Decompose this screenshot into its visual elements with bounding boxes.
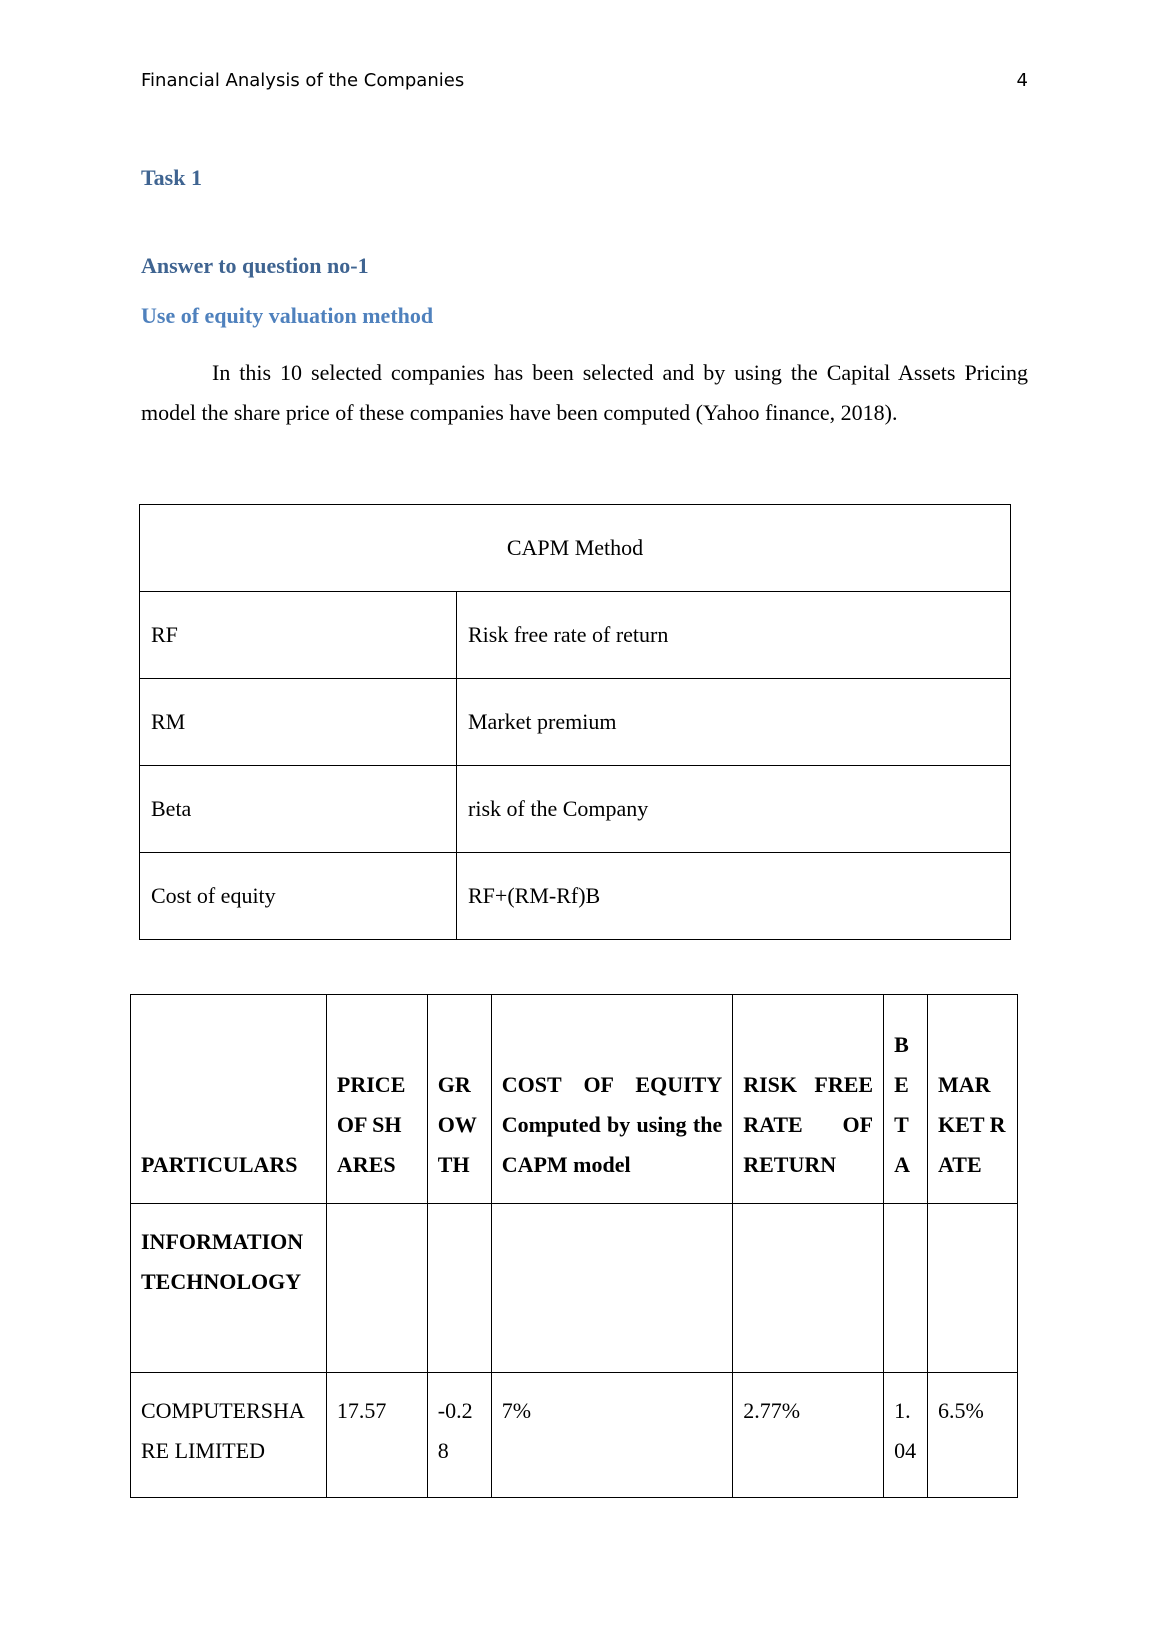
header-risk-free: RISK FREE RATE OF RETURN	[733, 995, 884, 1204]
cell-cost-of-equity: 7%	[491, 1373, 733, 1498]
table-row	[131, 1373, 1018, 1498]
table-row	[140, 592, 1011, 679]
cell-particulars: COMPUTERSHARE LIMITED	[131, 1373, 327, 1498]
section-label: INFORMATION TECHNOLOGY	[131, 1204, 327, 1373]
capm-term: Cost of equity	[140, 853, 457, 940]
section-row	[131, 1204, 1018, 1373]
subheading: Use of equity valuation method	[141, 303, 434, 328]
cell-risk-free: 2.77%	[733, 1373, 884, 1498]
table-row	[140, 679, 1011, 766]
body-paragraph: In this 10 selected companies has been selected and by using the Capital Assets Pricing model the share price of these companies have been computed (Yahoo finance, 2018).	[141, 360, 1028, 425]
capm-definition: risk of the Company	[457, 766, 1011, 853]
cell-beta: 1.04	[884, 1373, 928, 1498]
capm-definition: Market premium	[457, 679, 1011, 766]
task-heading: Task 1	[141, 165, 202, 190]
capm-table	[139, 504, 1011, 940]
capm-definition: Risk free rate of return	[457, 592, 1011, 679]
page-header	[141, 70, 1028, 96]
header-price: PRICE OF SHARES	[326, 995, 427, 1204]
capm-term: Beta	[140, 766, 457, 853]
page-number: 4	[1016, 70, 1028, 91]
table-row	[140, 853, 1011, 940]
capm-definition: RF+(RM-Rf)B	[457, 853, 1011, 940]
header-market-rate: MARKET RATE	[928, 995, 1018, 1204]
header-cost-of-equity-line2: Computed by using the CAPM model	[501, 1112, 723, 1177]
header-title: Financial Analysis of the Companies	[141, 70, 465, 91]
financial-table	[130, 994, 1018, 1498]
capm-term: RF	[140, 592, 457, 679]
header-growth: GROWTH	[427, 995, 491, 1204]
header-particulars: PARTICULARS	[131, 995, 327, 1204]
cell-price: 17.57	[326, 1373, 427, 1498]
header-cost-of-equity	[491, 995, 733, 1204]
header-beta: BETA	[884, 995, 928, 1204]
table-row	[140, 766, 1011, 853]
cell-market-rate: 6.5%	[928, 1373, 1018, 1498]
capm-term: RM	[140, 679, 457, 766]
table-header-row	[131, 995, 1018, 1204]
answer-heading: Answer to question no-1	[141, 253, 369, 278]
cell-growth: -0.28	[427, 1373, 491, 1498]
capm-table-title: CAPM Method	[140, 505, 1011, 592]
header-cost-of-equity-line1: COST OF EQUITY	[501, 1072, 723, 1097]
